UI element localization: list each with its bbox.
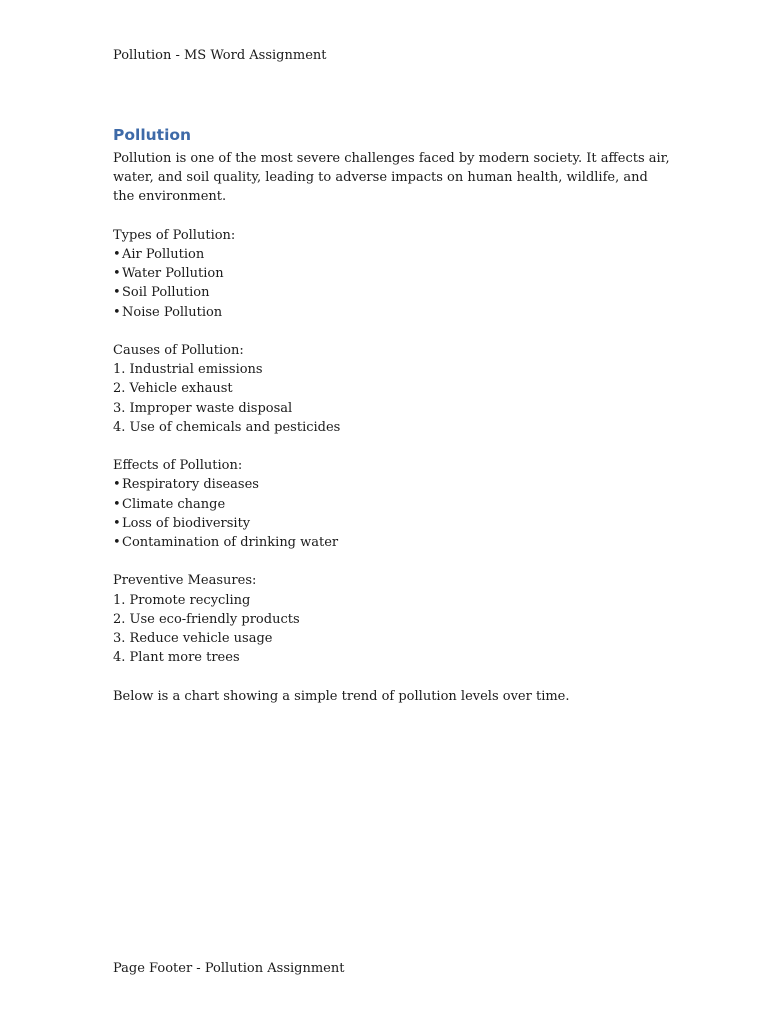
bullet-icon: • xyxy=(113,477,121,493)
list-item: 3. Improper waste disposal xyxy=(113,400,293,416)
bullet-icon: • xyxy=(113,266,121,282)
list-item: •Respiratory diseases xyxy=(113,475,673,494)
bullet-icon: • xyxy=(113,515,121,531)
bullet-icon: • xyxy=(113,535,121,551)
list-item: •Noise Pollution xyxy=(113,303,673,322)
list-item: 1. Industrial emissions xyxy=(113,362,263,378)
page-footer: Page Footer - Pollution Assignment xyxy=(113,961,345,976)
page-header: Pollution - MS Word Assignment xyxy=(113,48,327,63)
list-item: •Loss of biodiversity xyxy=(113,514,673,533)
intro-paragraph: Pollution is one of the most severe challenges faced by modern society. It affects air, water, and soil quality, leading to adverse impacts on human health, wildlife, and the environment. xyxy=(113,151,670,205)
list-item: 4. Use of chemicals and pesticides xyxy=(113,419,341,435)
chart-note: Below is a chart showing a simple trend of pollution levels over time. xyxy=(113,688,570,704)
measures-heading: Preventive Measures: xyxy=(113,573,257,589)
list-item: •Air Pollution xyxy=(113,245,673,264)
chart-note-section xyxy=(113,687,673,706)
list-item: •Water Pollution xyxy=(113,264,673,283)
bullet-icon: • xyxy=(113,304,121,320)
document-body xyxy=(113,124,673,706)
list-item: 4. Plant more trees xyxy=(113,650,240,666)
list-item: 2. Vehicle exhaust xyxy=(113,381,233,397)
types-section xyxy=(113,226,673,322)
list-item: 2. Use eco-friendly products xyxy=(113,611,300,627)
bullet-icon: • xyxy=(113,247,121,262)
list-item: •Soil Pollution xyxy=(113,283,673,302)
list-item: 1. Promote recycling xyxy=(113,592,251,608)
types-heading: Types of Pollution: xyxy=(113,227,236,243)
effects-heading: Effects of Pollution: xyxy=(113,458,243,474)
bullet-icon: • xyxy=(113,496,121,512)
list-item: •Climate change xyxy=(113,495,673,514)
list-item: •Contamination of drinking water xyxy=(113,533,673,552)
effects-section xyxy=(113,456,673,552)
document-title: Pollution xyxy=(113,126,192,144)
bullet-icon: • xyxy=(113,285,121,301)
causes-heading: Causes of Pollution: xyxy=(113,343,244,358)
causes-section xyxy=(113,341,673,437)
list-item: 3. Reduce vehicle usage xyxy=(113,631,273,647)
measures-section xyxy=(113,571,673,667)
